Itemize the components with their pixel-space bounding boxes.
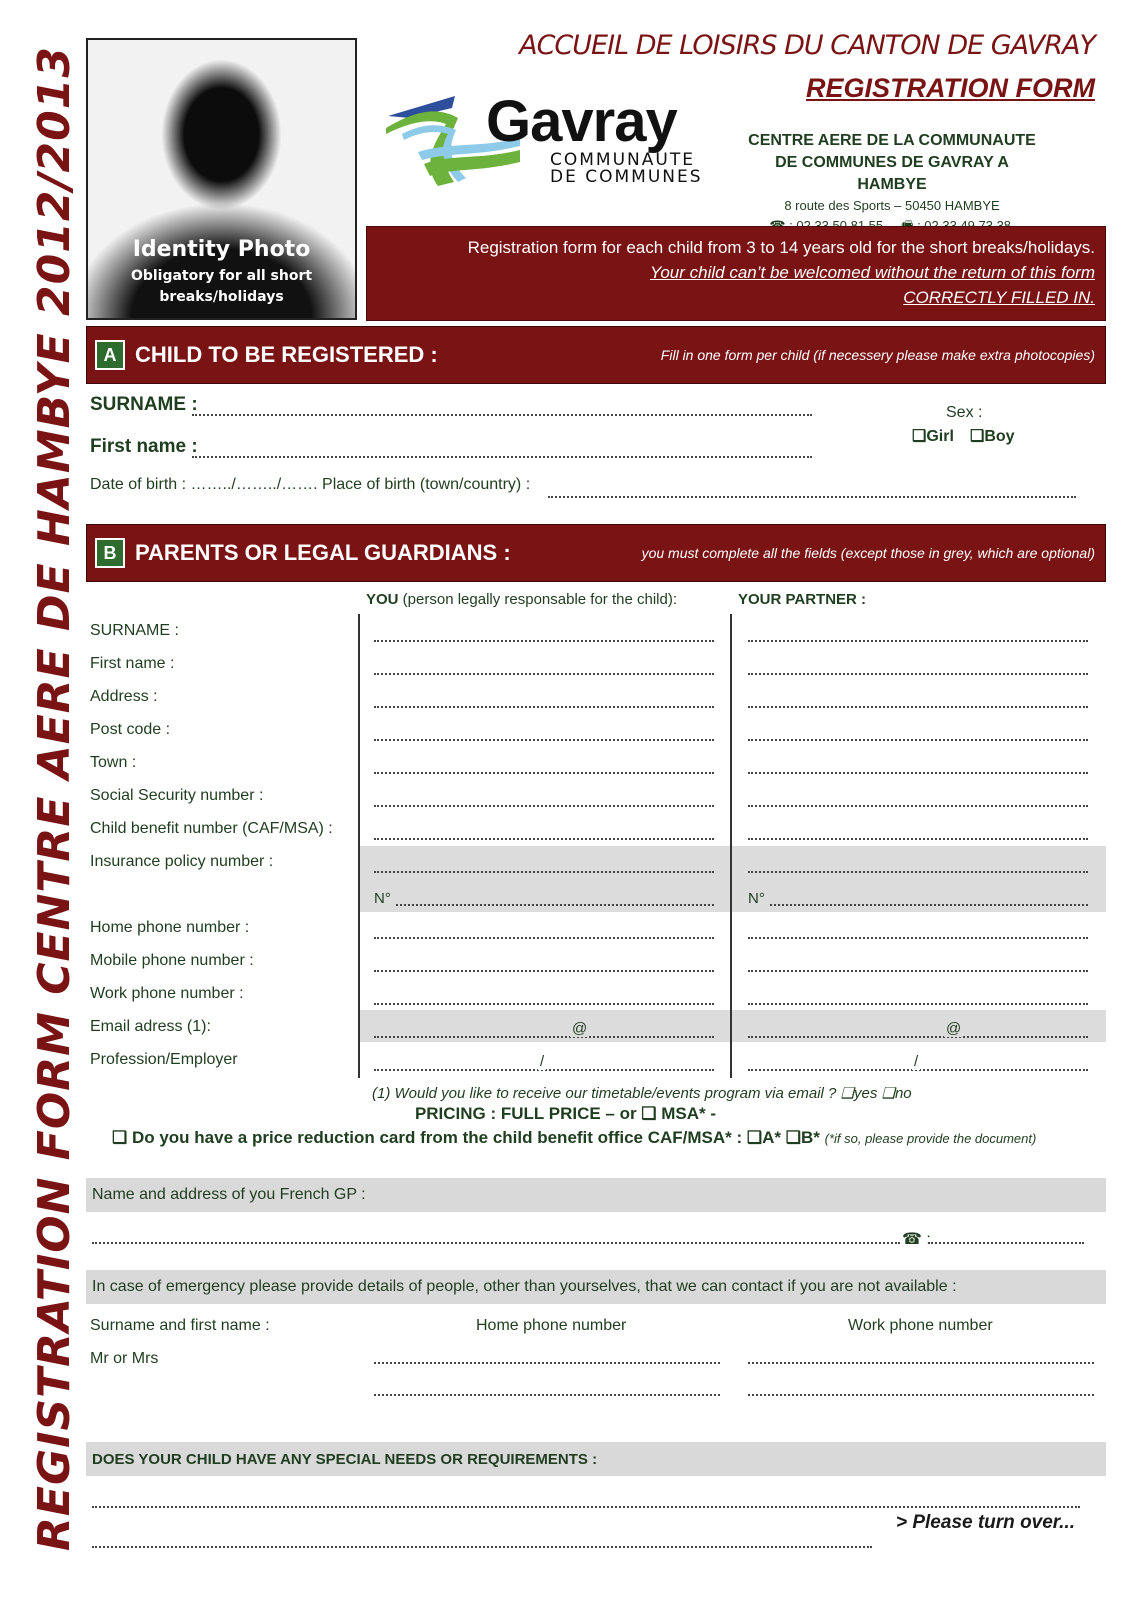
section-a-note: Fill in one form per child (if necessery please make extra photocopies) (660, 347, 1095, 363)
partner-insurance-no-label: N° (748, 890, 765, 907)
section-b-title: PARENTS OR LEGAL GUARDIANS : (135, 540, 511, 565)
child-firstname-label: First name : (90, 436, 198, 457)
emergency-col-home: Home phone number (476, 1317, 627, 1334)
partner-field-8[interactable] (770, 892, 1088, 906)
you-column-header (366, 591, 677, 608)
you-field-9[interactable] (374, 925, 714, 939)
you-head-bold: YOU (366, 591, 399, 608)
logo-word: Gavray (486, 89, 677, 154)
gp-phone-field[interactable] (928, 1230, 1084, 1244)
emergency-band (86, 1270, 1106, 1304)
info-banner (366, 226, 1106, 321)
identity-photo-box (86, 38, 357, 320)
photo-caption (88, 237, 355, 308)
banner-line1: Registration form for each child from 3 to 14 years old for the short breaks/holidays. (467, 238, 1095, 257)
girl-checkbox[interactable]: ❑Girl (912, 428, 954, 445)
you-at-sign: @ (572, 1020, 588, 1037)
gp-phone-label: ☎ : (902, 1231, 931, 1248)
partner-slash: / (914, 1053, 919, 1070)
logo-subtitle (550, 152, 703, 186)
you-field-12[interactable] (374, 1024, 714, 1038)
guardian-row-label: Child benefit number (CAF/MSA) : (90, 820, 333, 837)
guardian-row-label: Email adress (1): (90, 1018, 211, 1035)
sex-label: Sex : (946, 404, 983, 421)
you-field-6[interactable] (374, 826, 714, 840)
partner-field-7[interactable] (748, 859, 1088, 873)
registration-form-title: REGISTRATION FORM (806, 73, 1095, 103)
gp-field[interactable] (92, 1230, 900, 1244)
reduction-note: (*if so, please provide the document) (824, 1131, 1037, 1146)
photo-subtitle (88, 266, 355, 308)
boy-checkbox[interactable]: ❑Boy (970, 428, 1015, 445)
child-firstname-field[interactable] (192, 444, 812, 458)
partner-field-12[interactable] (748, 1024, 1088, 1038)
banner-line3: CORRECTLY FILLED IN. (903, 288, 1095, 307)
reduction-line (112, 1128, 1036, 1148)
partner-field-2[interactable] (748, 694, 1088, 708)
special-needs-field-1[interactable] (92, 1494, 1080, 1508)
birthplace-field[interactable] (548, 484, 1076, 498)
you-field-11[interactable] (374, 991, 714, 1005)
partner-field-9[interactable] (748, 925, 1088, 939)
emergency-home-field-2[interactable] (374, 1382, 720, 1396)
emergency-col-name: Surname and first name : (90, 1317, 270, 1334)
partner-field-3[interactable] (748, 727, 1088, 741)
you-field-8[interactable] (396, 892, 714, 906)
you-head-rest: (person legally responsable for the child): (398, 591, 677, 608)
section-a-title: CHILD TO BE REGISTERED : (135, 342, 438, 367)
mr-mrs-label: Mr or Mrs (90, 1350, 159, 1367)
you-field-3[interactable] (374, 727, 714, 741)
guardian-row-label: SURNAME : (90, 622, 179, 639)
partner-field-6[interactable] (748, 826, 1088, 840)
gp-band (86, 1178, 1106, 1212)
guardian-row-label: Mobile phone number : (90, 952, 254, 969)
you-field-5[interactable] (374, 793, 714, 807)
guardian-row-label: Insurance policy number : (90, 853, 274, 870)
guardian-row-label: Social Security number : (90, 787, 264, 804)
you-slash: / (540, 1053, 545, 1070)
accueil-title: ACCUEIL DE LOISIRS DU CANTON DE GAVRAY (519, 30, 1095, 61)
logo-sub-line1: COMMUNAUTE (550, 150, 695, 170)
section-a-letter: A (95, 340, 125, 370)
child-surname-field[interactable] (192, 402, 812, 416)
gp-label: Name and address of you French GP : (92, 1186, 366, 1203)
emergency-col-work: Work phone number (848, 1317, 993, 1334)
partner-field-5[interactable] (748, 793, 1088, 807)
column-divider-right (730, 614, 732, 1078)
emergency-work-field-1[interactable] (748, 1350, 1094, 1364)
you-field-1[interactable] (374, 661, 714, 675)
partner-field-4[interactable] (748, 760, 1088, 774)
section-b-letter: B (95, 538, 125, 568)
section-b-bar (86, 524, 1106, 582)
email-note: (1) Would you like to receive our timetable/events program via email ? ❑yes ❑no (372, 1085, 912, 1102)
banner-line2: Your child can’t be welcomed without the return of this form (649, 263, 1095, 282)
special-needs-field-2[interactable] (92, 1534, 872, 1548)
guardian-row-label: Work phone number : (90, 985, 244, 1002)
partner-field-1[interactable] (748, 661, 1088, 675)
you-field-7[interactable] (374, 859, 714, 873)
special-needs-label: DOES YOUR CHILD HAVE ANY SPECIAL NEEDS OR REQUIREMENTS : (92, 1450, 598, 1468)
centre-address (742, 130, 1042, 236)
partner-column-header: YOUR PARTNER : (738, 591, 867, 608)
section-a-bar (86, 326, 1106, 384)
photo-subtitle-line2: breaks/holidays (159, 289, 284, 305)
partner-field-11[interactable] (748, 991, 1088, 1005)
emergency-home-field-1[interactable] (374, 1350, 720, 1364)
pricing-line: PRICING : FULL PRICE – or ❑ MSA* - (414, 1104, 717, 1123)
side-title-text: REGISTRATION FORM CENTRE AERE DE HAMBYE 2012/2013 (28, 45, 80, 1551)
centre-street: 8 route des Sports – 50450 HAMBYE (784, 198, 1000, 213)
centre-line2: DE COMMUNES DE GAVRAY A HAMBYE (775, 154, 1009, 193)
dob-label: Date of birth : ……../……../……. Place of birth (town/country) : (90, 476, 531, 493)
header-right (519, 30, 1095, 104)
you-insurance-no-label: N° (374, 890, 391, 907)
emergency-work-field-2[interactable] (748, 1382, 1094, 1396)
guardian-row-label: First name : (90, 655, 175, 672)
you-field-10[interactable] (374, 958, 714, 972)
you-field-2[interactable] (374, 694, 714, 708)
guardian-row-label: Profession/Employer (90, 1051, 238, 1068)
you-field-4[interactable] (374, 760, 714, 774)
partner-field-10[interactable] (748, 958, 1088, 972)
turn-over-text: > Please turn over... (895, 1512, 1075, 1533)
special-needs-band (86, 1442, 1106, 1476)
partner-at-sign: @ (946, 1020, 962, 1037)
guardian-row-label: Address : (90, 688, 158, 705)
guardian-row-label: Post code : (90, 721, 171, 738)
logo-sub-line2: DE COMMUNES (550, 167, 703, 187)
photo-title: Identity Photo (132, 237, 311, 262)
photo-subtitle-line1: Obligatory for all short (130, 268, 313, 284)
guardian-row-label: Town : (90, 754, 137, 771)
section-b-note: you must complete all the fields (except those in grey, which are optional) (641, 545, 1095, 561)
guardian-row-label: Home phone number : (90, 919, 250, 936)
partner-field-0[interactable] (748, 628, 1088, 642)
side-title (26, 28, 82, 1568)
child-surname-label: SURNAME : (90, 394, 198, 415)
reduction-question: ❑ Do you have a price reduction card from the child benefit office CAF/MSA* : ❑A* ❑B* (112, 1128, 825, 1147)
emergency-label: In case of emergency please provide details of people, other than yourselves, that we can contact if you are not available : (92, 1278, 957, 1295)
you-field-0[interactable] (374, 628, 714, 642)
column-divider-left (358, 614, 360, 1078)
centre-line1: CENTRE AERE DE LA COMMUNAUTE (748, 132, 1036, 149)
